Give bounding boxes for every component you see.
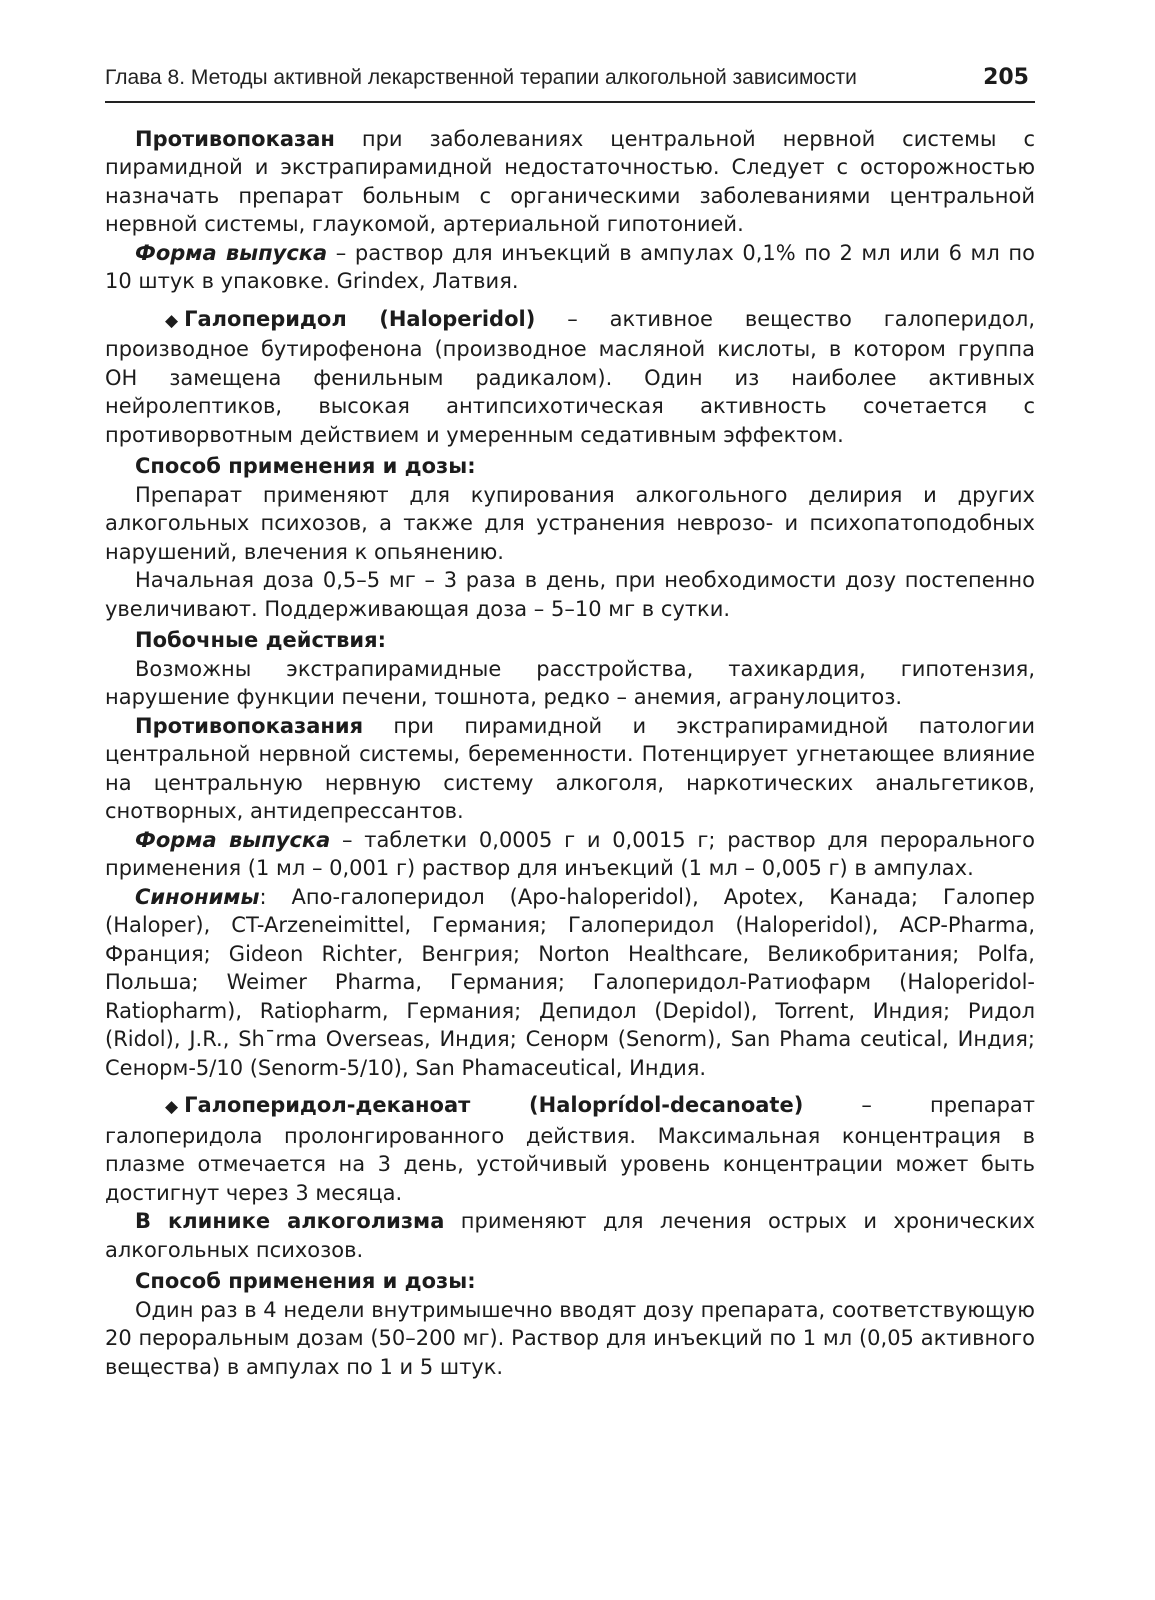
term-clinical-use: В клинике алкоголизма <box>135 1209 445 1233</box>
paragraph-text: – таблетки 0,0005 г и 0,0015 г; раствор для перорального применения (1 мл – 0,001 г) раствор для инъекций (1 мл – 0,005 г) в ампулах. <box>105 827 1035 880</box>
term-release-form: Форма выпуска <box>135 240 328 265</box>
diamond-bullet-icon: ◆ <box>165 310 179 331</box>
book-page <box>105 64 1035 1381</box>
paragraph-synonyms <box>105 883 1035 1083</box>
paragraph-release-form <box>105 239 1035 296</box>
paragraph-text: применяют для лечения острых и хронических алкогольных психозов. <box>105 1209 1035 1262</box>
paragraph-text: при заболеваниях центральной нервной системы с пирамидной и экстрапирамидной недостаточностью. Следует с осторожностью назначать препарат больным с органическими заболеваниями центральной нервной системы, глаукомой, артериальной гипотонией. <box>105 126 1035 236</box>
section-heading-side-effects: Побочные действия: <box>135 628 386 652</box>
paragraph-release-form-2 <box>105 826 1035 883</box>
paragraph-indications: Препарат применяют для купирования алкогольного делирия и других алкогольных психозов, а также для устранения неврозо- и психопатоподобных нарушений, влечения к опьянению. <box>105 482 1035 564</box>
paragraph-clinical-use <box>105 1207 1035 1264</box>
paragraph-text: – препарат галоперидола пролонгированного действия. Максимальная концентрация в плазме отмечается на 3 день, устойчивый уровень концентрации может быть достигнут через 3 месяца. <box>105 1093 1035 1205</box>
paragraph-haloperidol-decanoate <box>105 1091 1035 1207</box>
chapter-title: Глава 8. Методы активной лекарственной терапии алкогольной зависимости <box>105 66 857 89</box>
term-contraindicated: Противопоказан <box>135 126 335 151</box>
term-synonyms: Синонимы <box>135 884 260 909</box>
paragraph-text: – раствор для инъекций в ампулах 0,1% по 2 мл или 6 мл по 10 штук в упаковке. Grindex, Латвия. <box>105 240 1035 293</box>
paragraph-contraindications-2 <box>105 712 1035 826</box>
paragraph-text: – активное вещество галоперидол, производное бутирофенона (производное масляной кислоты, в котором группа ОН замещена фенильным радикалом). Один из наиболее активных нейролептиков, высокая антипсихотическая активность сочетается с противорвотным действием и умеренным седативным эффектом. <box>105 306 1035 447</box>
paragraph-haloperidol <box>105 305 1035 450</box>
paragraph-dosage-2: Один раз в 4 недели внутримышечно вводят дозу препарата, соответствующую 20 пероральным дозам (50–200 мг). Раствор для инъекций по 1 мл (0,05 активного вещества) в ампулах по 1 и 5 штук. <box>105 1297 1035 1379</box>
drug-name-haloperidol-decanoate: Галоперидол-деканоат (Haloprídol-decanoate) <box>184 1093 804 1117</box>
paragraph-side-effects: Возможны экстрапирамидные расстройства, тахикардия, гипотензия, нарушение функции печени, тошнота, редко – анемия, агранулоцитоз. <box>105 656 1035 709</box>
running-head <box>105 64 1035 103</box>
diamond-bullet-icon: ◆ <box>165 1097 179 1117</box>
section-heading-dosage-2: Способ применения и дозы: <box>135 1269 476 1293</box>
paragraph-dosage: Начальная доза 0,5–5 мг – 3 раза в день, при необходимости дозу постепенно увеличивают. Поддерживающая доза – 5–10 мг в сутки. <box>105 568 1035 621</box>
paragraph-contraindications <box>105 125 1035 239</box>
section-heading-dosage: Способ применения и дозы: <box>135 454 476 478</box>
page-number: 205 <box>983 65 1029 90</box>
paragraph-text: : Апо-галоперидол (Apo-haloperidol), Apotex, Канада; Галопер (Haloper), CT-Arzeneimittel, Германия; Галоперидол (Haloperidol), ACP-Pharma, Франция; Gideon Richter, Венгрия; Norton Healthcare, Великобритания; Polfa, Польша; Weimer Pharma, Германия; Галоперидол-Ратиофарм (Haloperidol-Ratiopharm), Ratiopharm, Германия; Депидол (Depidol), Torrent, Индия; Ридол (Ridol), J.R., Sh¯rma Overseas, Индия; Сенорм (Senorm), San Phama ceutical, Индия; Сенорм-5/10 (Senorm-5/10), San Phamaceutical, Индия. <box>105 884 1035 1080</box>
term-release-form: Форма выпуска <box>135 827 331 852</box>
drug-name-haloperidol: Галоперидол (Haloperidol) <box>184 306 536 331</box>
paragraph-text: при пирамидной и экстрапирамидной патологии центральной нервной системы, беременности. Потенцирует угнетающее влияние на центральную нервную систему алкоголя, наркотических анальгетиков, снотворных, антидепрессантов. <box>105 713 1035 823</box>
term-contraindications: Противопоказания <box>135 713 364 738</box>
